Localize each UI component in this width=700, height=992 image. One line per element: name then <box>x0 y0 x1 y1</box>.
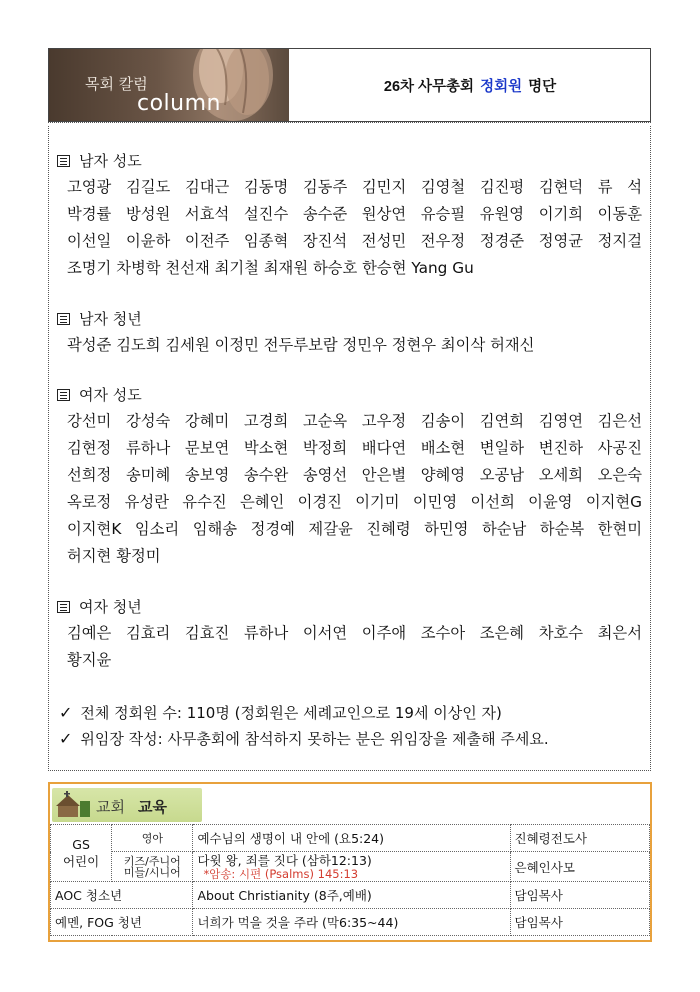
member-list-panel <box>48 48 651 772</box>
fog-teacher: 담임목사 <box>510 909 649 936</box>
kinder-lesson-cell <box>193 852 510 882</box>
note-text: 위임장 작성: 사무총회에 참석하지 못하는 분은 위임장을 제출해 주세요. <box>80 730 549 748</box>
list-icon <box>57 155 70 167</box>
name-line: 옥로정 유성란 유수진 은혜인 이경진 이기미 이민영 이선희 이윤영 이지현G <box>67 493 642 511</box>
section-heading <box>57 594 642 620</box>
name-line: 박경률 방성원 서효석 설진수 송수준 원상연 유승필 유원영 이기희 이동훈 <box>67 205 642 223</box>
check-icon: ✓ <box>59 729 73 748</box>
column-label-korean: 목회 칼럼 <box>85 75 148 93</box>
name-line: 선희정 송미혜 송보영 송수완 송영선 안은별 양혜영 오공남 오세희 오은숙 <box>67 466 642 484</box>
member-list-body <box>48 126 651 771</box>
section-heading <box>57 382 642 408</box>
page-title <box>290 49 650 121</box>
aoc-label: AOC 청소년 <box>51 882 193 909</box>
church-icon <box>56 791 92 819</box>
infant-lesson: 예수님의 생명이 내 안에 (요5:24) <box>193 825 510 852</box>
check-icon: ✓ <box>59 703 73 722</box>
note-proxy <box>59 728 549 749</box>
kinder-lesson: 다윗 왕, 죄를 짓다 (삼하12:13) <box>197 852 372 868</box>
column-label-english: column <box>137 91 221 116</box>
table-row <box>51 909 650 936</box>
aoc-lesson: About Christianity (8주,예배) <box>193 882 510 909</box>
table-row <box>51 825 650 852</box>
list-icon <box>57 313 70 325</box>
section-heading <box>57 148 642 174</box>
name-line: 이지현K 임소리 임해송 정경예 제갈윤 진혜령 하민영 하순남 하순복 한현미 <box>67 520 642 538</box>
kinder-label-2: 미들/시니어 <box>123 865 181 879</box>
section-women-youth <box>57 594 642 674</box>
section-men-youth <box>57 306 642 359</box>
infant-teacher: 진혜령전도사 <box>510 825 649 852</box>
name-line: 조명기 차병학 천선재 최기철 최재원 하승호 한승현 Yang Gu <box>67 259 474 277</box>
gs-label: GS <box>72 836 90 852</box>
aoc-teacher: 담임목사 <box>510 882 649 909</box>
note-total-members <box>59 702 502 723</box>
banner-prefix: 교회 <box>96 798 125 816</box>
name-line: 고영광 김길도 김대근 김동명 김동주 김민지 김영철 김진평 김현덕 류 석 <box>67 178 642 196</box>
title-highlight: 정회원 <box>480 78 523 95</box>
banner-title: 교육 <box>138 798 167 816</box>
memory-verse: *암송: 시편 (Psalms) 145:13 <box>203 866 359 881</box>
kinder-label-1: 키즈/주니어 <box>123 854 181 868</box>
section-heading-label: 남자 성도 <box>79 152 142 170</box>
section-heading <box>57 306 642 332</box>
header-divider <box>48 122 651 123</box>
note-text: 전체 정회원 수: 110명 (정회원은 세례교인으로 19세 이상인 자) <box>80 704 502 722</box>
children-label: 어린이 <box>62 853 100 869</box>
name-line: 황지윤 <box>67 651 112 669</box>
section-women-members <box>57 382 642 570</box>
education-banner <box>52 788 202 822</box>
title-suffix: 명단 <box>528 78 557 95</box>
kinder-label-cell <box>112 852 193 882</box>
list-icon <box>57 601 70 613</box>
church-education-panel <box>48 782 652 942</box>
gs-children-cell <box>51 825 112 882</box>
list-icon <box>57 389 70 401</box>
table-row <box>51 882 650 909</box>
table-row <box>51 852 650 882</box>
section-heading-label: 여자 청년 <box>79 598 142 616</box>
education-table <box>50 824 650 936</box>
name-line: 김현정 류하나 문보연 박소현 박정희 배다연 배소현 변일하 변진하 사공진 <box>67 439 642 457</box>
section-heading-label: 여자 성도 <box>79 386 142 404</box>
kinder-teacher: 은혜인사모 <box>510 852 649 882</box>
fog-lesson: 너희가 먹을 것을 주라 (막6:35~44) <box>193 909 510 936</box>
section-heading-label: 남자 청년 <box>79 310 142 328</box>
fog-label: 예멘, FOG 청년 <box>51 909 193 936</box>
name-line: 이선일 이윤하 이전주 임종혁 장진석 전성민 전우정 정경준 정영균 정지걸 <box>67 232 642 250</box>
column-banner <box>49 49 289 121</box>
name-line: 강선미 강성숙 강혜미 고경희 고순옥 고우정 김송이 김연희 김영연 김은선 <box>67 412 642 430</box>
page-header <box>48 48 651 122</box>
infant-label: 영아 <box>112 825 193 852</box>
name-line: 허지현 황정미 <box>67 547 161 565</box>
name-line: 김예은 김효리 김효진 류하나 이서연 이주애 조수아 조은혜 차호수 최은서 <box>67 624 642 642</box>
name-line: 곽성준 김도희 김세원 이정민 전두루보람 정민우 정현우 최이삭 허재신 <box>67 336 535 354</box>
title-prefix: 26차 사무총회 <box>383 78 475 95</box>
section-men-members <box>57 148 642 282</box>
